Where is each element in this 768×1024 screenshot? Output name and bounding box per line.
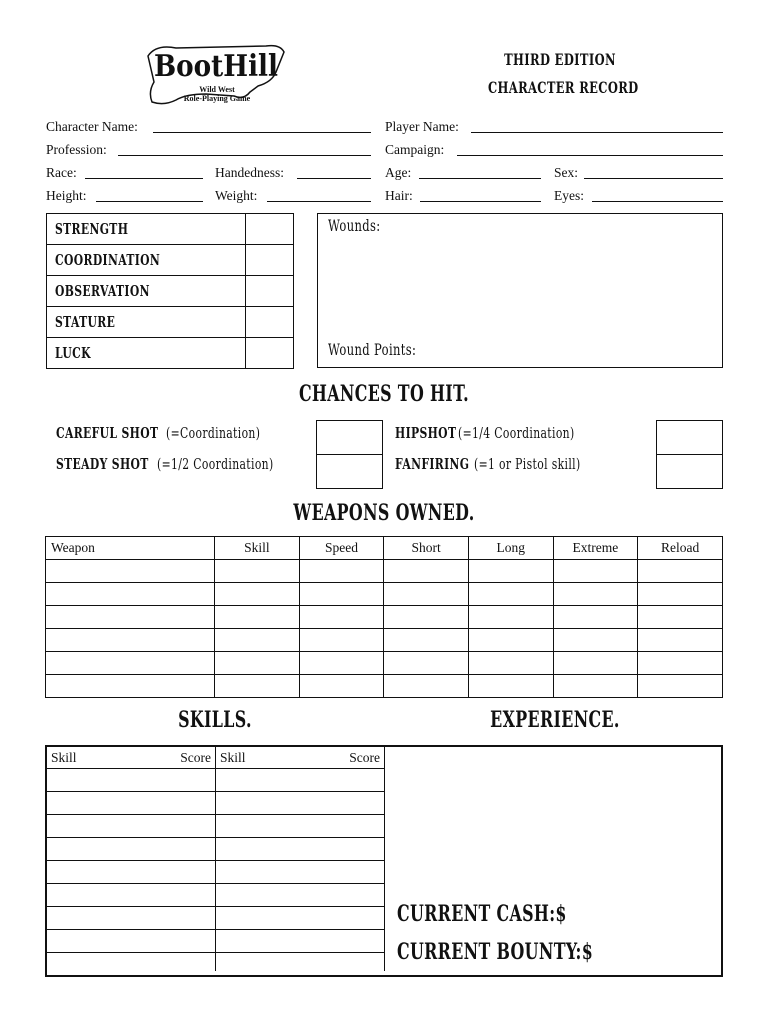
sex-field[interactable]: [584, 178, 723, 179]
col-extreme: Extreme: [553, 537, 638, 560]
race-label: Race:: [46, 165, 77, 180]
weight-label: Weight:: [215, 188, 258, 203]
hipshot-box[interactable]: [656, 420, 723, 455]
race-field[interactable]: [85, 178, 203, 179]
col-weapon: Weapon: [46, 537, 215, 560]
logo-tagline-2: Role-Playing Game: [183, 94, 251, 103]
skills-experience-box: [45, 745, 723, 977]
col-long: Long: [468, 537, 553, 560]
eyes-field[interactable]: [592, 201, 723, 202]
careful-shot-detail: (=Coordination): [166, 424, 261, 442]
skills-col-score-2: Score: [349, 749, 380, 765]
weapon-row[interactable]: [46, 629, 723, 652]
weapons-table: [45, 536, 723, 698]
skill-row[interactable]: [47, 953, 385, 972]
skills-col-skill-2: Skill: [220, 749, 246, 765]
attribute-coordination-score[interactable]: [246, 245, 294, 276]
attribute-row: [47, 214, 294, 245]
attributes-table: [46, 213, 294, 369]
careful-shot-name: CAREFUL SHOT: [56, 424, 159, 442]
attribute-stature: STATURE: [55, 312, 116, 331]
record-title: CHARACTER RECORD: [488, 78, 639, 97]
skill-row[interactable]: [47, 861, 385, 884]
campaign-field[interactable]: [457, 155, 723, 156]
attribute-row: [47, 307, 294, 338]
sex-label: Sex:: [554, 165, 579, 180]
fanfiring-name: FANFIRING: [395, 455, 470, 473]
skill-row[interactable]: [47, 815, 385, 838]
col-reload: Reload: [638, 537, 723, 560]
chances-heading: CHANCES TO HIT.: [298, 381, 470, 407]
attribute-coordination: COORDINATION: [55, 250, 161, 269]
attribute-luck-score[interactable]: [246, 338, 294, 369]
player-name-label: Player Name:: [385, 119, 459, 134]
skill-row[interactable]: [47, 907, 385, 930]
fanfiring-detail: (=1 or Pistol skill): [474, 455, 581, 473]
logo-wordmark: BootHill: [154, 49, 278, 84]
weapon-row[interactable]: [46, 583, 723, 606]
height-label: Height:: [46, 188, 87, 203]
attribute-observation-score[interactable]: [246, 276, 294, 307]
age-field[interactable]: [419, 178, 541, 179]
fanfiring-box[interactable]: [656, 454, 723, 489]
skills-header-row: [47, 747, 385, 769]
weapons-header-row: [46, 537, 723, 560]
attribute-stature-score[interactable]: [246, 307, 294, 338]
col-short: Short: [384, 537, 469, 560]
weight-field[interactable]: [267, 201, 371, 202]
wounds-label: Wounds:: [328, 216, 381, 235]
steady-shot-name: STEADY SHOT: [56, 455, 149, 473]
campaign-label: Campaign:: [385, 142, 445, 157]
hipshot-detail: (=1/4 Coordination): [458, 424, 575, 442]
skill-row[interactable]: [47, 930, 385, 953]
boot-hill-logo: [146, 42, 288, 108]
hair-label: Hair:: [385, 188, 413, 203]
skill-row[interactable]: [47, 884, 385, 907]
current-bounty-label: CURRENT BOUNTY:$: [397, 939, 594, 965]
height-field[interactable]: [96, 201, 203, 202]
player-name-field[interactable]: [471, 132, 723, 133]
weapons-heading: WEAPONS OWNED.: [293, 500, 475, 526]
attribute-strength: STRENGTH: [55, 219, 129, 238]
skills-col-score-1: Score: [180, 749, 211, 765]
skill-row[interactable]: [47, 838, 385, 861]
attribute-row: [47, 276, 294, 307]
experience-heading: EXPERIENCE.: [490, 707, 620, 733]
attribute-strength-score[interactable]: [246, 214, 294, 245]
weapon-row[interactable]: [46, 675, 723, 698]
attribute-row: [47, 245, 294, 276]
weapon-row[interactable]: [46, 652, 723, 675]
steady-shot-detail: (=1/2 Coordination): [157, 455, 274, 473]
weapon-row[interactable]: [46, 606, 723, 629]
eyes-label: Eyes:: [554, 188, 584, 203]
character-name-field[interactable]: [153, 132, 371, 133]
experience-area[interactable]: [385, 747, 721, 975]
character-name-label: Character Name:: [46, 119, 138, 134]
wound-points-label: Wound Points:: [328, 340, 417, 359]
attribute-row: [47, 338, 294, 369]
profession-field[interactable]: [118, 155, 371, 156]
edition-title: THIRD EDITION: [504, 50, 616, 69]
current-cash-label: CURRENT CASH:$: [397, 901, 567, 927]
attribute-observation: OBSERVATION: [55, 281, 150, 300]
weapon-row[interactable]: [46, 560, 723, 583]
skills-col-skill-1: Skill: [51, 749, 77, 765]
skill-row[interactable]: [47, 769, 385, 792]
careful-shot-box[interactable]: [316, 420, 383, 455]
hipshot-name: HIPSHOT: [395, 424, 457, 442]
attribute-luck: LUCK: [55, 343, 91, 362]
hair-field[interactable]: [420, 201, 541, 202]
age-label: Age:: [385, 165, 412, 180]
handedness-label: Handedness:: [215, 165, 284, 180]
profession-label: Profession:: [46, 142, 107, 157]
logo-tagline-1: Wild West: [199, 85, 235, 94]
skills-heading: SKILLS.: [178, 707, 252, 733]
skills-table: [47, 747, 385, 971]
wounds-box[interactable]: [317, 213, 723, 368]
col-speed: Speed: [299, 537, 384, 560]
skill-row[interactable]: [47, 792, 385, 815]
col-skill: Skill: [215, 537, 300, 560]
handedness-field[interactable]: [297, 178, 371, 179]
steady-shot-box[interactable]: [316, 454, 383, 489]
logo-graphic: [146, 42, 288, 108]
